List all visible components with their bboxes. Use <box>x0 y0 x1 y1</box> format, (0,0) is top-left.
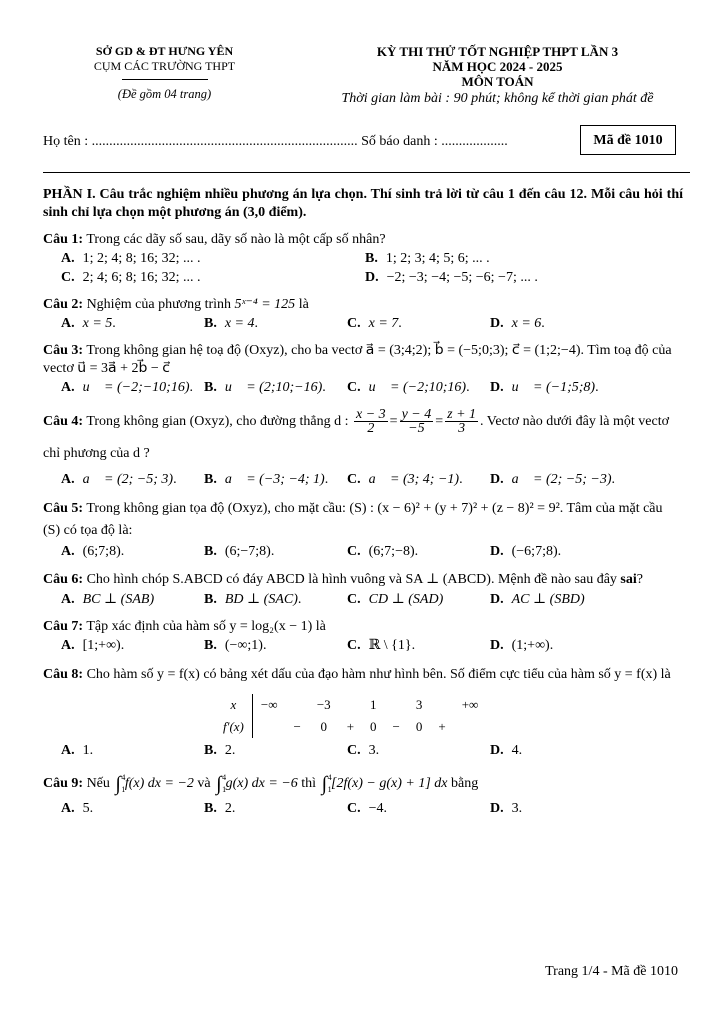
option-text: 4. <box>511 743 523 758</box>
option-text: (−∞;1) <box>224 638 263 653</box>
question-text: và <box>197 776 211 792</box>
question-label: Câu 1: <box>43 232 84 247</box>
options <box>61 250 683 268</box>
subject: MÔN TOÁN <box>461 74 534 89</box>
numerator: y − 4 <box>401 407 432 423</box>
id-label: Số báo danh : ................... <box>361 134 508 149</box>
option-a <box>61 591 204 609</box>
option-a: A. a⃗ = (2; −5; 3). <box>61 472 177 487</box>
question-tail: là <box>298 297 309 312</box>
time-limit: Thời gian làm bài : 90 phút; không kể thời gian phát đề <box>341 91 654 106</box>
option-letter: B. <box>204 743 217 758</box>
option-letter: C. <box>347 592 361 607</box>
option-text: (1;+∞) <box>511 638 550 653</box>
question-text: Cho hàm số y = f(x) có bảng xét dấu của đạo hàm như hình bên. Số điểm cực tiểu của hàm số y = f(x) là <box>86 667 671 682</box>
table-cell: f′(x) <box>215 716 252 738</box>
option-d: D. (−6;7;8). <box>490 544 562 559</box>
option-d: D. 3. <box>490 801 523 817</box>
question-text: Trong không gian hệ toạ độ (Oxyz), cho ba vectơ a⃗ = (3;4;2); b⃗ = (−5;0;3); c⃗ = (1;2;−4). Tìm toạ độ của vectơ u⃗ = 3a⃗ + 2b⃗ − c⃗ <box>43 343 672 376</box>
options <box>61 543 683 561</box>
divider <box>122 79 208 80</box>
option-letter: A. <box>61 251 75 266</box>
table-cell: 0 <box>370 719 377 734</box>
question-7 <box>43 618 683 636</box>
option-letter: D. <box>490 801 504 817</box>
options <box>61 269 683 287</box>
candidate-line <box>43 134 508 150</box>
option-text: a⃗ = (2; −5; −3) <box>511 472 612 487</box>
option-text: ℝ \ {1} <box>368 638 412 653</box>
question-text: Trong các dãy số sau, dãy số nào là một cấp số nhân? <box>86 232 386 247</box>
option-b: B. 2. <box>204 801 236 817</box>
equation: 5ˣ⁻⁴ = 125 <box>234 297 296 312</box>
integral-expression: [2f(x) − g(x) + 1] dx <box>331 776 448 792</box>
option-text: (6;7;−8) <box>368 544 415 559</box>
option-a <box>61 250 365 268</box>
question-label: Câu 7: <box>43 619 84 634</box>
table-row <box>215 716 486 738</box>
option-text: [1;+∞) <box>82 638 121 653</box>
header-right <box>300 44 695 106</box>
option-letter: A. <box>61 638 75 653</box>
option-letter: A. <box>61 801 75 817</box>
option-text: x = 5 <box>82 316 113 331</box>
sign-table <box>215 694 486 738</box>
option-letter: B. <box>204 638 217 653</box>
exam-code-box: Mã đề 1010 <box>580 125 676 155</box>
option-text: (−6;7;8) <box>511 544 558 559</box>
option-b: B. u⃗ = (2;10;−16). <box>204 380 326 395</box>
option-letter: C. <box>347 472 361 487</box>
question-8 <box>43 664 683 686</box>
option-letter: D. <box>490 316 504 331</box>
option-text: 5 <box>82 801 90 817</box>
option-b <box>204 742 347 760</box>
question-label: Câu 8: <box>43 667 84 682</box>
options <box>61 591 683 609</box>
option-d: D. x = 6. <box>490 316 545 331</box>
header-rule <box>43 172 690 173</box>
option-letter: A. <box>61 544 75 559</box>
table-row <box>215 694 486 716</box>
option-c <box>347 591 490 609</box>
emphasis-word: sai <box>620 572 637 587</box>
option-letter: D. <box>490 592 504 607</box>
question-5 <box>43 498 683 542</box>
question-2 <box>43 296 683 314</box>
options <box>61 471 683 489</box>
option-d: D. u⃗ = (−1;5;8). <box>490 380 599 395</box>
option-a: A. u⃗ = (−2;−10;16). <box>61 380 194 395</box>
option-d: D. (1;+∞). <box>490 638 554 653</box>
exam-title: KỲ THI THỬ TỐT NGHIỆP THPT LẦN 3 <box>376 44 619 59</box>
table-cell: 0 <box>415 719 423 734</box>
option-text: BC ⊥ (SAB) <box>82 592 155 607</box>
option-b: B. (−∞;1). <box>204 638 267 653</box>
option-text: u⃗ = (−1;5;8) <box>511 380 596 395</box>
option-letter: B. <box>365 251 378 266</box>
lower-limit: 1 <box>222 785 227 794</box>
option-text: (6;−7;8) <box>224 544 271 559</box>
question-text-2: . Vectơ nào dưới đây là một vectơ chỉ phương của d ? <box>43 414 669 461</box>
option-text: x = 4 <box>224 316 255 331</box>
question-text: thì <box>301 776 317 792</box>
option-c: C. (6;7;−8). <box>347 544 419 559</box>
department: SỞ GD & ĐT HƯNG YÊN <box>95 44 234 58</box>
option-letter: D. <box>365 270 379 285</box>
option-text: AC ⊥ (SBD) <box>511 592 585 607</box>
option-a <box>61 742 204 760</box>
question-6 <box>43 570 683 590</box>
option-c: C. x = 7. <box>347 316 402 331</box>
option-a: A. x = 5. <box>61 316 116 331</box>
denominator: 3 <box>458 421 466 437</box>
denominator: 2 <box>367 421 375 437</box>
options <box>61 742 683 760</box>
option-letter: D. <box>490 743 504 758</box>
pages-note: (Đề gồm 04 trang) <box>117 87 212 101</box>
question-label: Câu 5: <box>43 501 84 516</box>
table-cell: 0 <box>320 719 328 734</box>
integral-expression: f(x) dx = −2 <box>124 776 194 792</box>
upper-limit: 4 <box>121 773 126 782</box>
option-c: C. a⃗ = (3; 4; −1). <box>347 472 463 487</box>
option-a: A. (6;7;8). <box>61 544 125 559</box>
table-cell: x <box>215 694 252 716</box>
option-letter: D. <box>490 544 504 559</box>
question-text: Nếu <box>86 776 110 792</box>
upper-limit: 4 <box>222 773 227 782</box>
options <box>61 637 683 655</box>
question-text: Cho hình chóp S.ABCD có đáy ABCD là hình vuông và SA ⊥ (ABCD). Mệnh đề nào sau đây <box>86 572 617 587</box>
question-label: Câu 3: <box>43 343 84 358</box>
option-text: −4 <box>368 801 384 817</box>
option-text: 1; 2; 3; 4; 5; 6; ... . <box>385 251 490 266</box>
option-text: 3 <box>511 801 519 817</box>
option-text: 3. <box>368 743 380 758</box>
table-cell: − <box>392 719 400 734</box>
option-c <box>61 269 365 287</box>
option-text: 1. <box>82 743 94 758</box>
option-a: A. [1;+∞). <box>61 638 125 653</box>
option-d <box>490 591 633 609</box>
table-cell: + <box>346 719 355 734</box>
option-letter: B. <box>204 316 217 331</box>
option-text: CD ⊥ (SAD) <box>368 592 444 607</box>
option-letter: B. <box>204 801 217 817</box>
option-letter: A. <box>61 316 75 331</box>
option-letter: A. <box>61 380 75 395</box>
integral-sign: ∫ 4 1 <box>216 769 221 799</box>
table-cell: −∞ <box>260 697 278 712</box>
option-letter: D. <box>490 380 504 395</box>
option-b <box>365 250 669 268</box>
options <box>61 800 683 818</box>
table-cell: − <box>293 719 301 734</box>
option-letter: C. <box>347 380 361 395</box>
option-letter: A. <box>61 472 75 487</box>
option-c: C. ℝ \ {1}. <box>347 638 416 653</box>
question-text: Trong không gian (Oxyz), cho đường thẳng d : <box>86 414 349 429</box>
option-letter: A. <box>61 743 75 758</box>
option-c <box>347 742 490 760</box>
option-letter: C. <box>347 544 361 559</box>
option-letter: D. <box>490 638 504 653</box>
option-letter: C. <box>347 316 361 331</box>
option-letter: D. <box>490 472 504 487</box>
school-cluster: CỤM CÁC TRƯỜNG THPT <box>93 59 236 73</box>
lower-limit: 1 <box>121 785 126 794</box>
question-text: Nghiệm của phương trình <box>86 297 232 312</box>
option-text: u⃗ = (−2;10;16) <box>368 380 467 395</box>
question-1 <box>43 231 683 249</box>
table-cell: +∞ <box>461 697 479 712</box>
option-b: B. a⃗ = (−3; −4; 1). <box>204 472 329 487</box>
fraction <box>400 408 434 435</box>
header-left <box>62 44 267 102</box>
option-text: a⃗ = (2; −5; 3) <box>82 472 174 487</box>
option-text: (6;7;8) <box>82 544 121 559</box>
option-text: 2. <box>224 743 236 758</box>
lower-limit: 1 <box>327 785 332 794</box>
option-c: C. u⃗ = (−2;10;16). <box>347 380 470 395</box>
upper-limit: 4 <box>327 773 332 782</box>
table-cell: + <box>438 719 446 734</box>
option-b: B. (6;−7;8). <box>204 544 275 559</box>
option-letter: B. <box>204 544 217 559</box>
integral-expression: g(x) dx = −6 <box>225 776 298 792</box>
table-cell: 1 <box>370 697 377 712</box>
option-text: u⃗ = (2;10;−16) <box>224 380 323 395</box>
option-letter: A. <box>61 592 75 607</box>
option-b: B. BD ⊥ (SAC). <box>204 592 302 607</box>
question-label: Câu 4: <box>43 414 84 429</box>
option-letter: C. <box>347 801 361 817</box>
numerator: z + 1 <box>447 407 477 423</box>
option-d: D. a⃗ = (2; −5; −3). <box>490 472 616 487</box>
option-b: B. x = 4. <box>204 316 259 331</box>
option-d <box>365 269 669 287</box>
option-text: u⃗ = (−2;−10;16) <box>82 380 190 395</box>
question-label: Câu 6: <box>43 572 84 587</box>
option-text: 2 <box>224 801 232 817</box>
option-text: x = 7 <box>368 316 399 331</box>
option-text: 2; 4; 6; 8; 16; 32; ... . <box>82 270 201 285</box>
question-label: Câu 9: <box>43 776 84 792</box>
school-year: NĂM HỌC 2024 - 2025 <box>432 59 563 74</box>
question-tail: ? <box>636 572 643 587</box>
question-9 <box>43 769 683 799</box>
option-text: BD ⊥ (SAC) <box>224 592 298 607</box>
part-title: PHẦN I. Câu trắc nghiệm nhiều phương án lựa chọn. Thí sinh trả lời từ câu 1 đến câu 12. Mỗi câu hỏi thí sinh chỉ lựa chọn một phương án (3,0 điểm). <box>43 187 683 220</box>
option-text: 1; 2; 4; 8; 16; 32; ... . <box>82 251 201 266</box>
option-letter: C. <box>347 743 361 758</box>
options <box>61 315 683 333</box>
question-text: Tập xác định của hàm số y = log₂(x − 1) là <box>86 619 326 634</box>
question-4: Câu 4: Trong không gian (Oxyz), cho đường thẳng d : $\frac{x - 3}{2}$ = $\frac{y - 4}{-5}$ = $\frac{z + 1}{3}$ . Vectơ nào dưới đây là một vectơ chỉ phương của d ? <box>43 407 669 461</box>
option-c: C. −4. <box>347 801 388 817</box>
question-text: Trong không gian tọa độ (Oxyz), cho mặt cầu: (S) : (x − 6)² + (y + 7)² + (z − 8)² = 9². Tâm của mặt cầu (S) có tọa độ là: <box>43 501 663 538</box>
question-3 <box>43 342 683 378</box>
option-text: x = 6 <box>511 316 542 331</box>
name-label: Họ tên : ............................................................................ <box>43 134 362 149</box>
integral-sign: ∫ 4 1 <box>115 769 120 799</box>
option-letter: C. <box>61 270 75 285</box>
option-letter: B. <box>204 380 217 395</box>
option-a: A. 5. <box>61 801 94 817</box>
option-d <box>490 742 633 760</box>
option-text: a⃗ = (3; 4; −1) <box>368 472 460 487</box>
option-letter: B. <box>204 472 217 487</box>
denominator: −5 <box>408 421 425 437</box>
option-text: a⃗ = (−3; −4; 1) <box>224 472 325 487</box>
numerator: x − 3 <box>355 407 386 423</box>
table-cell: 3 <box>415 697 423 712</box>
exam-content <box>43 186 683 818</box>
option-letter: B. <box>204 592 217 607</box>
options <box>61 379 683 397</box>
fraction <box>354 408 388 435</box>
fraction <box>445 408 478 435</box>
question-label: Câu 2: <box>43 297 84 312</box>
option-letter: C. <box>347 638 361 653</box>
question-text: bằng <box>451 776 479 792</box>
page-footer: Trang 1/4 - Mã đề 1010 <box>545 964 678 979</box>
option-text: −2; −3; −4; −5; −6; −7; ... . <box>386 270 538 285</box>
table-cell: −3 <box>316 697 331 712</box>
integral-sign: ∫ 4 1 <box>322 769 327 799</box>
